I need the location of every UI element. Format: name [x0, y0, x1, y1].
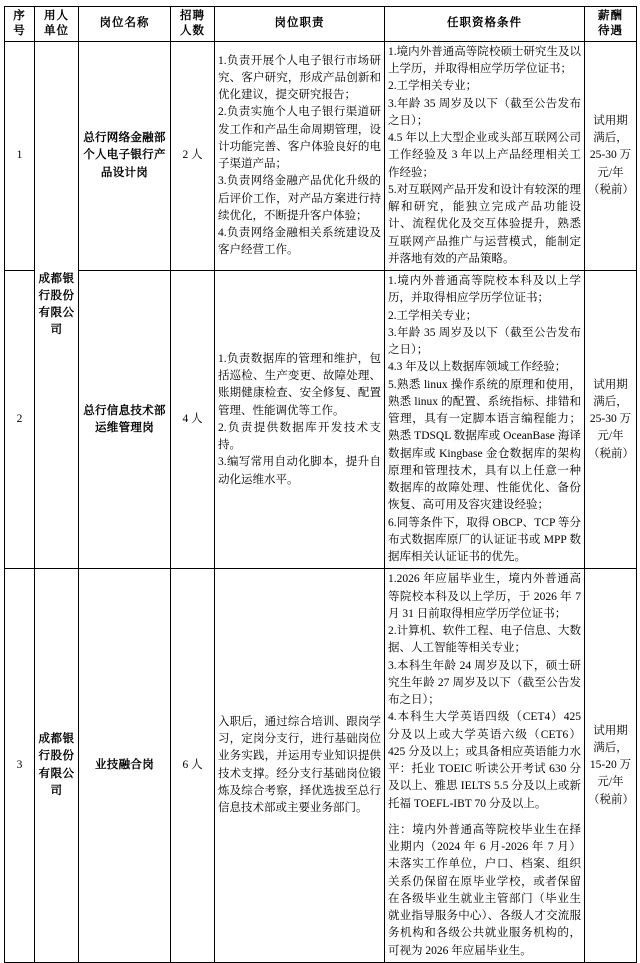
pay-line: 元/年 [597, 166, 624, 179]
header-post-name-line1: 岗位名称 [99, 17, 150, 30]
header-requirements [385, 7, 585, 42]
table-row [5, 271, 637, 569]
cell-pay [585, 41, 637, 270]
cell-pay [585, 271, 637, 569]
requirement-item: 3.年龄 35 周岁及以下（截至公告发布之日）； [388, 326, 581, 357]
requirement-item: 1.境内外普通高等院校本科及以上学历，并取得相应学历学位证书； [388, 275, 581, 305]
cell-requirements [385, 41, 585, 270]
header-row [5, 7, 637, 42]
cell-post-name: 业技融合岗 [79, 569, 171, 963]
pay-line: （税前） [588, 793, 634, 806]
pay-line: 15-20 万 [589, 759, 632, 771]
cell-unit: 成都银行股份有限公司 [35, 569, 79, 963]
cell-unit: 成都银行股份有限公司 [35, 41, 79, 569]
header-duties [215, 7, 385, 42]
pay-line: 元/年 [597, 430, 624, 443]
cell-count: 6 人 [171, 569, 215, 963]
requirement-item: 1.境内外普通高等院校硕士研究生及以上学历，并取得相应学历学位证书； [388, 45, 581, 76]
pay-line: 满后， [593, 132, 628, 145]
header-pay-line1: 薪酬 [598, 10, 623, 22]
requirement-item: 4.3 年及以上数据库领域工作经验； [388, 361, 567, 374]
requirement-item: 2.工学相关专业； [388, 309, 478, 322]
header-count [171, 7, 215, 42]
cell-pay [585, 569, 637, 963]
duty-item: 3.负责网络金融产品优化升级的后评价工作，对产品方案进行持续优化，不断提升客户体验； [218, 175, 381, 222]
duty-item: 3.编写常用自动化脚本，提升自动化运维水平。 [218, 456, 381, 486]
pay-line: 试用期 [593, 114, 628, 127]
cell-count: 4 人 [171, 271, 215, 569]
pay-line: 25-30 万 [589, 413, 632, 426]
table-row [5, 41, 637, 270]
requirement-item: 6.同等条件下，取得 OBCP、TCP 等分布式数据库原厂的认证证书或 MPP 数据库相关认证证书的优先。 [388, 516, 581, 564]
requirement-item: 5.熟悉 linux 操作系统的原理和使用，熟悉 linux 的配置、系统指标、排错和管理，具有一定脚本语言编程能力；熟悉 TDSQL 数据库或 OceanBase 海译数据库或 Kingbase 金仓数据库的架构原理和管理技术，具有以上任意一种数据库的故障处理、性能优化、备份恢复、高可用及容灾建设经验； [388, 378, 581, 512]
requirement-item: 2.计算机、软件工程、电子信息、大数据、人工智能等相关专业； [388, 625, 581, 655]
duty-item: 入职后，通过综合培训、跟岗学习，定岗分支行，进行基础岗位业务实践，并运用专业知识提供技术支撑。经分支行基础岗位锻炼及综合考察，择优选拔至总行信息技术部或主要业务部门。 [218, 715, 381, 815]
header-post-name [79, 7, 171, 42]
duty-item: 4.负责网络金融相关系统建设及客户经营工作。 [218, 227, 381, 257]
cell-requirements [385, 271, 585, 569]
header-seq [5, 7, 35, 42]
pay-line: 试用期 [593, 378, 628, 391]
pay-line: 试用期 [593, 724, 628, 737]
header-seq-line1: 序号 [13, 10, 26, 37]
note-spacer [388, 813, 581, 822]
header-requirements-line1: 任职资格条件 [447, 17, 522, 30]
requirement-item: 4.5 年以上大型企业或头部互联网公司工作经验及 3 年以上产品经理相关工作经验； [388, 132, 581, 179]
cell-post-name: 总行网络金融部个人电子银行产品设计岗 [79, 41, 171, 270]
requirement-item: 3.本科生年龄 24 周岁及以下，硕士研究生年龄 27 周岁及以下（截至公告发布之日）； [388, 659, 581, 707]
header-duties-line1: 岗位职责 [274, 17, 325, 30]
cell-seq: 2 [5, 271, 35, 569]
requirement-item: 3.年龄 35 周岁及以下（截至公告发布之日）； [388, 97, 581, 127]
requirement-note: 注：境内外普通高等院校毕业生在择业期内（2024 年 6 月-2026 年 7 月）未落实工作单位，户口、档案、组织关系仍保留在原毕业学校，或者保留在各级毕业生就业主管部门（毕业生就业指导服务中心）、各级人才交流服务机构和各级公共就业服务机构的，可视为 2026 年应届毕业生。 [388, 823, 581, 957]
header-count-line1: 招聘 [180, 10, 205, 22]
header-unit [35, 7, 79, 42]
requirement-item: 1.2026 年应届毕业生，境内外普通高等院校本科及以上学历，于 2026 年 7 月 31 日前取得相应学历学位证书； [388, 573, 581, 620]
pay-line: （税前） [588, 447, 634, 460]
duty-item: 1.负责开展个人电子银行市场研究、客户研究，形成产品创新和优化建议，提交研究报告； [218, 54, 381, 101]
requirement-item: 5.对互联网产品开发和设计有较深的理解和研究，能独立完成产品功能设计、流程优化及交互体验提升，熟悉互联网产品推广与运营模式，能制定并落地有效的产品策略。 [388, 183, 581, 265]
table-header [5, 7, 637, 42]
table-row [5, 569, 637, 963]
duty-item: 1.负责数据库的管理和维护，包括巡检、生产变更、故障处理、账期健康检查、安全修复、配置管理、性能调优等工作。 [218, 352, 381, 417]
header-unit-line1: 用人 [44, 10, 69, 22]
cell-seq: 1 [5, 41, 35, 270]
cell-count: 2 人 [171, 41, 215, 270]
header-unit-line2: 单位 [44, 24, 69, 37]
header-pay [585, 7, 637, 42]
requirement-item: 2.工学相关专业； [388, 80, 478, 93]
duty-item: 2.负责实施个人电子银行渠道研发工作和产品生命周期管理，设计功能完善、客户体验良好的电子渠道产品； [218, 106, 381, 170]
cell-seq: 3 [5, 569, 35, 963]
table-body [5, 41, 637, 962]
cell-duties [215, 41, 385, 270]
pay-line: 满后， [593, 741, 628, 754]
recruitment-table [4, 6, 637, 963]
pay-line: 满后， [593, 395, 628, 408]
header-count-line2: 人数 [180, 24, 205, 37]
cell-duties [215, 271, 385, 569]
pay-line: 25-30 万 [589, 149, 632, 162]
header-pay-line2: 待遇 [598, 24, 623, 37]
pay-line: （税前） [588, 183, 634, 196]
requirement-item: 4.本科生大学英语四级（CET4）425 分及以上或大学英语六级（CET6）425 分及以上；或具备相应英语能力水平：托业 TOEIC 听读公开考试 630 分及以上、雅思 IELTS 5.5 分及以上或新托福 TOEFL-IBT 70 分及以上。 [388, 711, 581, 810]
cell-post-name: 总行信息技术部运维管理岗 [79, 271, 171, 569]
cell-duties [215, 569, 385, 963]
pay-line: 元/年 [597, 776, 624, 789]
duty-item: 2.负责提供数据库开发技术支持。 [218, 421, 381, 451]
cell-requirements [385, 569, 585, 963]
